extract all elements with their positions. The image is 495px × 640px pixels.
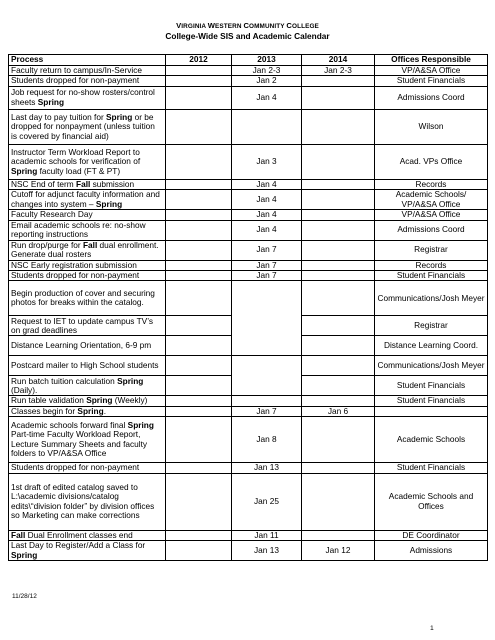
office-cell: Distance Learning Coord. [375,336,488,356]
date-2013 [232,356,302,396]
date-2012 [166,417,232,463]
office-cell: Academic Schools and Offices [375,473,488,530]
institution-name-part: IRGINIA [181,23,208,30]
process-text: Spring [11,165,38,176]
table-row [9,144,488,179]
date-2012 [166,356,232,376]
process-cell [9,473,166,530]
institution-name-part: OMMUNITY [249,23,287,30]
process-cell [9,376,166,396]
process-text: Faculty return to campus/In-Service [11,65,142,75]
office-cell: Acad. VPs Office [375,144,488,179]
institution-name-part: V [176,21,182,30]
process-text: (Weekly) [112,395,148,406]
document-title: College-Wide SIS and Academic Calendar [165,31,330,41]
process-text: Run table validation [11,395,87,406]
table-row [9,281,488,316]
process-text: Last Day to Register/Add a Class for [11,540,146,551]
date-2013: Jan 4 [232,179,302,189]
process-text: Postcard mailer to High School students [11,360,159,371]
date-2012 [166,316,232,336]
process-text: Instructor Term Workload Report to academic schools for verification of [11,146,141,167]
date-2014 [302,316,375,336]
date-2012 [166,281,232,316]
process-text: Cutoff for adjunct faculty information and changes into system – [11,189,160,209]
process-cell [9,463,166,473]
column-header-2012: 2012 [166,55,232,66]
date-2014 [302,396,375,406]
column-header-process: Process [9,55,166,66]
process-text: Spring [86,395,113,406]
office-cell: Records [375,179,488,189]
process-text: Classes begin for [11,406,78,416]
date-2013: Jan 3 [232,144,302,179]
process-cell [9,66,166,76]
process-cell [9,281,166,316]
date-2014 [302,260,375,270]
table-row [9,271,488,281]
office-cell: Student Financials [375,76,488,86]
date-2014: Jan 12 [302,541,375,561]
date-2014 [302,336,375,356]
process-text: Email academic schools re: no-show reporting instructions [11,220,146,240]
process-text: 1st draft of edited catalog saved to L:\academic divisions/catalog edits\“division folder” by division offices so Marketing can make corrections [11,481,155,521]
process-cell [9,541,166,561]
process-cell [9,76,166,86]
date-2012 [166,144,232,179]
office-cell [375,406,488,416]
date-2012 [166,336,232,356]
process-text: Run batch tuition calculation [11,375,118,386]
office-cell: Academic Schools/ VP/A&SA Office [375,190,488,210]
process-cell [9,271,166,281]
office-cell: Student Financials [375,396,488,406]
process-text: Job request for no-show rosters/control sheets [11,87,155,107]
office-cell: Admissions Coord [375,220,488,240]
institution-name-part: C [243,21,250,30]
date-2013: Jan 7 [232,271,302,281]
date-2012 [166,530,232,540]
institution-name [0,21,495,30]
table-row [9,240,488,260]
office-cell: VP/A&SA Office [375,210,488,220]
process-text: Last day to pay tuition for [11,111,107,122]
process-cell [9,190,166,210]
date-2013: Jan 7 [232,406,302,416]
process-text: Academic schools forward final [11,419,128,430]
date-2014 [302,356,375,376]
office-cell: Student Financials [375,271,488,281]
date-2012 [166,396,232,406]
process-text: Distance Learning Orientation, 6-9 pm [11,340,152,351]
date-2013 [232,396,302,406]
table-row [9,463,488,473]
date-2014 [302,179,375,189]
process-text: Part-time Faculty Workload Report, Lecture Summary Sheets and faculty folders to VP/A&SA Office [11,429,148,459]
institution-name-part: W [207,21,216,30]
process-text: Students dropped for non-payment [11,270,140,281]
process-cell [9,356,166,376]
date-2014 [302,220,375,240]
date-2014 [302,144,375,179]
office-cell: Communications/Josh Meyer [375,356,488,376]
table-row [9,76,488,86]
date-2014 [302,376,375,396]
process-text: Spring [11,549,38,560]
process-cell [9,179,166,189]
office-cell: Registrar [375,316,488,336]
process-text: Begin production of cover and securing photos for breaks within the catalog. [11,288,155,308]
institution-name-part: C [286,21,292,30]
office-cell: Admissions [375,541,488,561]
date-2014 [302,281,375,316]
office-cell: Communications/Josh Meyer [375,281,488,316]
process-text: Spring [106,111,133,122]
table-row [9,473,488,530]
process-cell [9,240,166,260]
office-cell: Records [375,260,488,270]
footer-date: 11/28/12 [12,593,37,600]
process-cell [9,210,166,220]
date-2013: Jan 4 [232,86,302,109]
process-text: dual enrollment. Generate dual rosters [11,240,159,260]
process-text: faculty load (FT & PT) [37,165,121,176]
process-text: (Daily). [11,384,38,395]
process-text: Fall [11,530,26,540]
date-2013: Jan 13 [232,463,302,473]
process-cell [9,144,166,179]
table-row [9,86,488,109]
table-row [9,260,488,270]
table-row [9,190,488,210]
process-text: Run drop/purge for [11,240,83,250]
date-2014 [302,86,375,109]
date-2014 [302,473,375,530]
office-cell: Student Financials [375,376,488,396]
process-text: NSC Early registration submission [11,260,137,270]
date-2013: Jan 2-3 [232,66,302,76]
date-2013: Jan 4 [232,220,302,240]
process-text: Spring [95,198,123,209]
process-text: . [103,406,107,416]
process-cell [9,417,166,463]
date-2013: Jan 11 [232,530,302,540]
date-2013: Jan 4 [232,190,302,210]
date-2013: Jan 7 [232,240,302,260]
process-text: Faculty Research Day [11,209,93,220]
process-text: Dual Enrollment classes end [25,530,133,540]
office-cell: VP/A&SA Office [375,66,488,76]
process-text: Students dropped for non-payment [11,75,140,86]
table-row [9,179,488,189]
date-2014 [302,210,375,220]
office-cell: Academic Schools [375,417,488,463]
date-2013: Jan 4 [232,210,302,220]
office-cell: DE Coordinator [375,530,488,540]
process-cell [9,86,166,109]
institution-name-part: OLLEGE [292,23,319,30]
date-2014 [302,190,375,210]
process-text: submission [90,179,135,189]
date-2014 [302,76,375,86]
date-2014: Jan 2-3 [302,66,375,76]
institution-name-part: ESTERN [215,23,244,30]
date-2014 [302,240,375,260]
table-row [9,356,488,376]
office-cell: Admissions Coord [375,86,488,109]
date-2013: Jan 7 [232,260,302,270]
process-cell [9,109,166,144]
table-row [9,210,488,220]
date-2013: Jan 13 [232,541,302,561]
table-header-row [9,55,488,66]
process-cell [9,316,166,336]
date-2012 [166,76,232,86]
date-2012 [166,210,232,220]
process-text: NSC End of term [11,179,77,189]
process-text: Students dropped for non-payment [11,462,140,473]
date-2012 [166,376,232,396]
date-2012 [166,260,232,270]
date-2012 [166,473,232,530]
date-2012 [166,541,232,561]
process-cell [9,396,166,406]
process-text: Request to IET to update campus TV’s on grad deadlines [11,315,154,335]
date-2013: Jan 25 [232,473,302,530]
date-2012 [166,271,232,281]
process-text: Spring [77,406,104,416]
process-text: Spring [117,375,144,386]
table-row [9,530,488,540]
table-row [9,109,488,144]
date-2014 [302,271,375,281]
date-2012 [166,406,232,416]
process-cell [9,220,166,240]
process-cell [9,336,166,356]
process-text: Fall [76,179,91,189]
column-header-2013: 2013 [232,55,302,66]
process-cell [9,260,166,270]
office-cell: Student Financials [375,463,488,473]
date-2013: Jan 8 [232,417,302,463]
page-number: 1 [430,625,434,632]
office-cell: Wilson [375,109,488,144]
table-row [9,66,488,76]
date-2012 [166,66,232,76]
process-cell [9,406,166,416]
date-2012 [166,463,232,473]
date-2014 [302,463,375,473]
date-2013 [232,109,302,144]
date-2012 [166,240,232,260]
table-row [9,220,488,240]
process-text: Spring [37,96,65,107]
date-2014: Jan 6 [302,406,375,416]
date-2012 [166,220,232,240]
table-row [9,406,488,416]
process-text: or be dropped for nonpayment (unless tuition is covered by financial aid) [11,111,155,141]
date-2012 [166,179,232,189]
column-header-2014: 2014 [302,55,375,66]
office-cell: Registrar [375,240,488,260]
date-2012 [166,190,232,210]
calendar-table [8,54,488,561]
date-2014 [302,109,375,144]
table-row [9,396,488,406]
date-2013: Jan 2 [232,76,302,86]
table-row [9,541,488,561]
date-2012 [166,86,232,109]
process-cell [9,530,166,540]
table-body [9,66,488,561]
date-2013 [232,281,302,356]
column-header-offices: Offices Responsible [375,55,488,66]
table-row [9,417,488,463]
process-text: Spring [127,419,154,430]
date-2012 [166,109,232,144]
date-2014 [302,417,375,463]
process-text: Fall [82,240,98,250]
date-2014 [302,530,375,540]
